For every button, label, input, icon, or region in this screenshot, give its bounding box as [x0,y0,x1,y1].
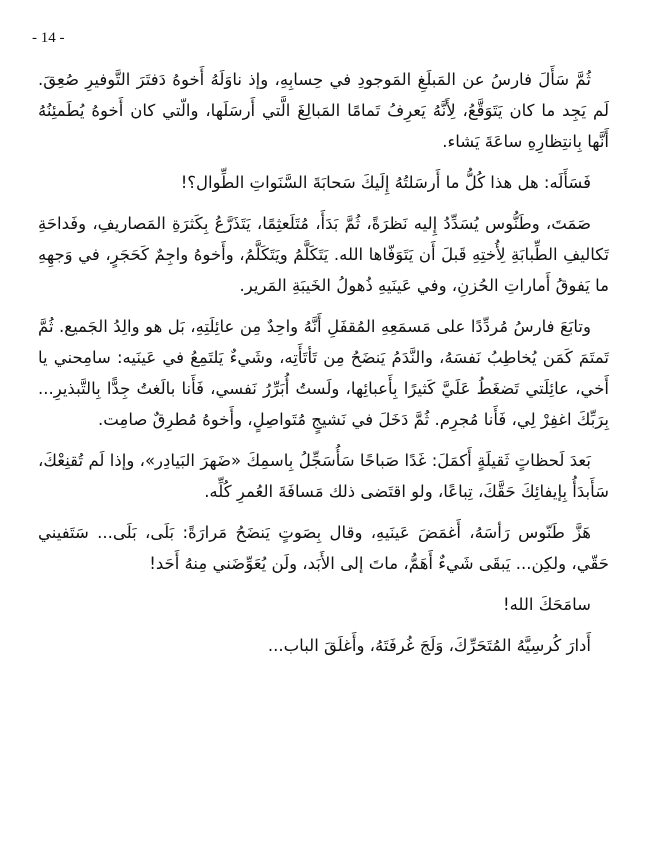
page-number: - 14 - [32,30,65,46]
paragraph: وتابَعَ فارسُ مُردِّدًا على مَسمَعِهِ المُقفَلِ أَنَّهُ واحِدٌ مِن عائِلَتِهِ، بَل هو والِدُ الجَميع. ثُمَّ تَمتَمَ كَمَن يُخاطِبُ نَفسَهُ، والنَّدَمُ يَنضَحُ مِن تَأتَأَتِه، وشَيءٌ يَلتَمِعُ في عَينَيه: سامِحني يا أَخي، عائِلَتي تَضغَطُ عَلَيَّ كَثيرًا بِأَعبائِها، ولَستُ أُبَرِّرُ نَفسي، فَأَنا بالَغتُ جِدًّا بِالتَّبذيرِ... بِرَبِّكَ اغفِرْ لِي، فَأَنا مُجرِم. ثُمَّ دَخَلَ في نَشيجٍ مُتَواصِلٍ، وأَخوهُ مُطرِقٌ صامِت. [38,317,609,429]
paragraph: أَدارَ كُرسِيَّهُ المُتَحَرِّكَ، وَلَجَ غُرفَتَهُ، وأَغلَقَ الباب... [267,636,591,655]
paragraph: بَعدَ لَحظاتٍ ثَقيلَةٍ أَكمَلَ: غَدًا صَباحًا سَأُسَجِّلُ بِاسمِكَ «ضَهرَ البَيادِر»، وإذا لَم تُقنِعْكَ، سَأَبدَأُ بِإيفائِكَ حَقَّكَ، تِباعًا، ولو اقتَضى ذلك مَسافَةَ العُمرِ كُلِّه. [38,451,609,501]
paragraph: صَمَتَ، وطَنُّوس يُسَدِّدُ إِليه نَظرَةً، ثُمَّ بَدَأَ، مُتَلَعثِمًا، يَتَذَرَّعُ بِكَثرَةِ المَصاريفِ، وفَداحَةِ تَكاليفِ الطِّبابَةِ لِأُختِهِ قَبلَ أَن يَتَوَفّاها الله. يَتَكَلَّمُ ويَتَكَلَّمُ، وأَخوهُ واجِمٌ كَحَجَرٍ، في وَجهِهِ ما يَفوقُ أَماراتِ الحُزنِ، وفي عَينَيهِ ذُهولُ الخَيبَةِ المَرير. [38,214,609,295]
paragraph: هَزَّ طَنّوس رَأسَهُ، أَغمَضَ عَينَيهِ، وقال بِصَوتٍ يَنضَحُ مَرارَةً: بَلَى، بَلَى... سَتَفيني حَقّي، ولكِن... يَبقَى شَيءٌ أَهَمُّ، ماتَ إلى الأَبَد، ولَن يُعَوِّضَني مِنهُ أَحَد! [38,523,609,573]
paragraph: فَسَأَلَه: هل هذا كُلُّ ما أَرسَلتُهُ إِلَيكَ سَحابَةَ السَّنَواتِ الطِّوال؟! [180,173,591,192]
body-text [38,64,609,671]
paragraph: ثُمَّ سَأَلَ فارسُ عن المَبلَغِ المَوجودِ في حِسابِهِ، وإذ ناوَلَهُ أَخوهُ دَفتَرَ التَّوفيرِ صُعِقَ. لَم يَجِد ما كان يَتَوَقَّعُ، لِأَنَّهُ يَعرِفُ تَمامًا المَبالِغَ الَّتي أَرسَلَها، والّتي كان أَخوهُ يُطَمئِنُهُ أَنَّها بِانتِظارِهِ ساعَةَ يَشاء. [38,70,609,151]
paragraph: سامَحَكَ الله! [502,595,591,614]
